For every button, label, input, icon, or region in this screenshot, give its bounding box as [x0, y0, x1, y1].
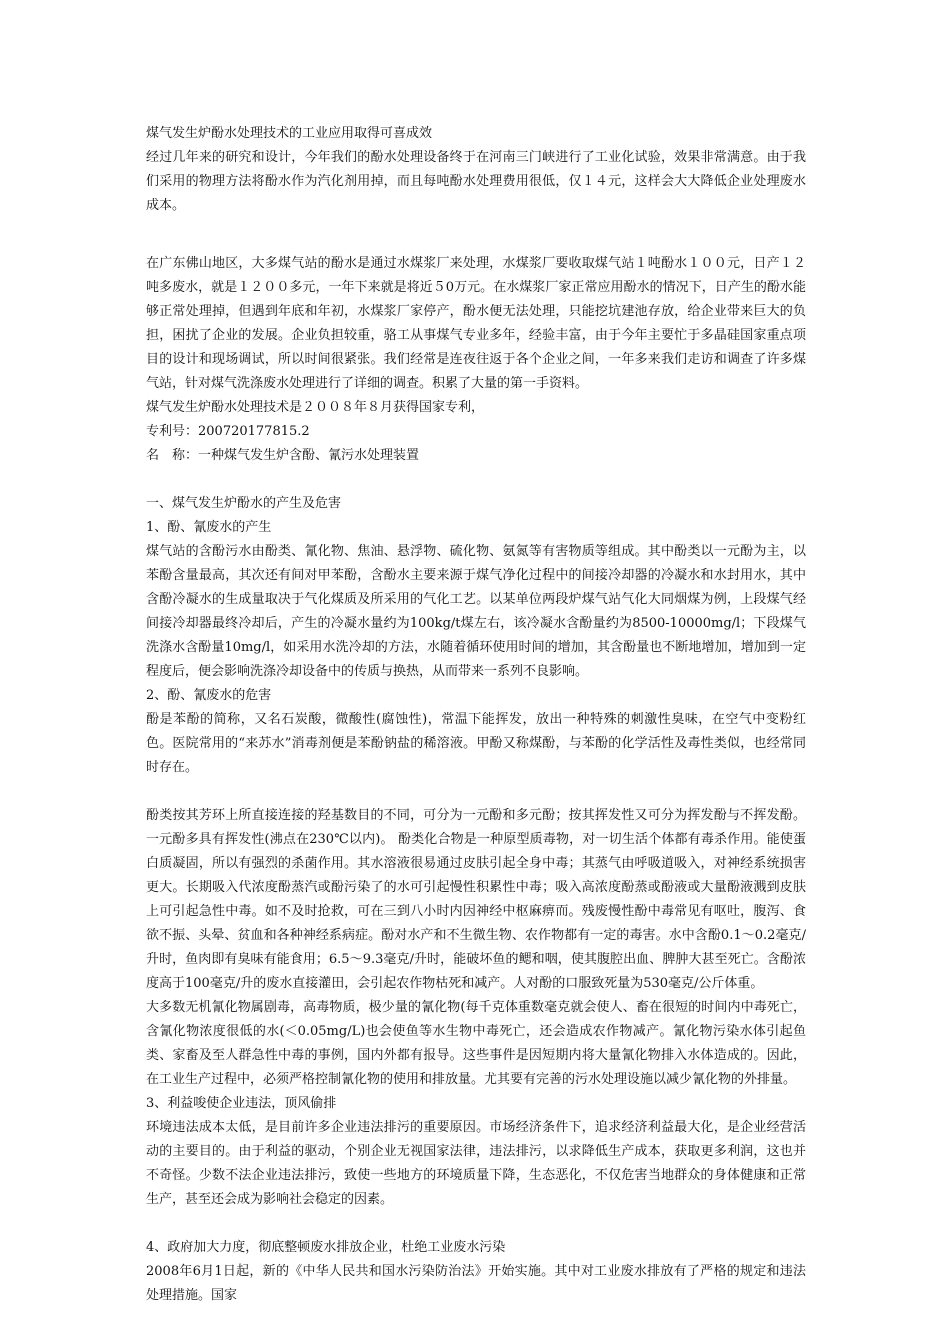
section-heading-1: 一、煤气发生炉酚水的产生及危害 [146, 496, 342, 511]
subsection-heading-4: 4、政府加大力度，彻底整顿废水排放企业，杜绝工业废水污染 [146, 1240, 506, 1255]
subsection-heading-3: 3、利益唆使企业违法，顶风偷排 [146, 1096, 337, 1111]
subsection-heading-1: 1、酚、氰废水的产生 [146, 520, 272, 535]
patent-line: 煤气发生炉酚水处理技术是２００８年８月获得国家专利， [146, 400, 485, 415]
cyanide-paragraph: 大多数无机氰化物属剧毒，高毒物质，极少量的氰化物(每千克体重数毫克就会使人、畜在很短的时间内中毒死亡，含氰化物浓度很低的水(＜0.05mg/L)也会使鱼等水生物中毒死亡，还会造成农作物减产。氰化物污染水体引起鱼类、家畜及至人群急性中毒的事例，国内外都有报导。这些事件是因短期内将大量氰化物排入水体造成的。因此，在工业生产过程中，必须严格控制氰化物的使用和排放量。尤其要有完善的污水处理设施以减少氰化物的外排量。 [146, 1000, 806, 1087]
background-paragraph: 在广东佛山地区，大多煤气站的酚水是通过水煤浆厂来处理，水煤浆厂要收取煤气站１吨酚水１００元，日产１２吨多废水，就是１２００多元，一年下来就是将近５0万元。在水煤浆厂家正常应用酚水的情况下，日产生的酚水能够正常处理掉，但遇到年底和年初，水煤浆厂家停产，酚水便无法处理，只能挖坑建池存放，给企业带来巨大的负担，困扰了企业的发展。企业负担较重，骆工从事煤气专业多年，经验丰富，由于今年主要忙于多晶硅国家重点项目的设计和现场调试，所以时间很紧张。我们经常是连夜往返于各个企业之间，一年多来我们走访和调查了许多煤气站，针对煤气洗涤废水处理进行了详细的调查。积累了大量的第一手资料。 [146, 256, 806, 391]
subsection-text-3: 环境违法成本太低，是目前许多企业违法排污的重要原因。市场经济条件下，追求经济利益最大化，是企业经营活动的主要目的。由于利益的驱动，个别企业无视国家法律，违法排污，以求降低生产成本，获取更多利润，这也并不奇怪。少数不法企业违法排污，致使一些地方的环境质量下降，生态恶化，不仅危害当地群众的身体健康和正常生产，甚至还会成为影响社会稳定的因素。 [146, 1120, 806, 1207]
spacer [146, 468, 806, 492]
phenol-paragraph: 酚类按其芳环上所直接连接的羟基数目的不同，可分为一元酚和多元酚；按其挥发性又可分为挥发酚与不挥发酚。一元酚多具有挥发性(沸点在230℃以内)。 酚类化合物是一种原型质毒物，对一切生活个体都有毒杀作用。能使蛋白质凝固，所以有强烈的杀菌作用。其水溶液很易通过皮肤引起全身中毒；其蒸气由呼吸道吸入，对神经系统损害更大。长期吸入代浓度酚蒸汽或酚污染了的水可引起慢性积累性中毒；吸入高浓度酚蒸或酚液或大量酚液溅到皮肤上可引起急性中毒。如不及时抢救，可在三到八小时内因神经中枢麻痹而。残废慢性酚中毒常见有呕吐，腹泻、食欲不振、头晕、贫血和各种神经系病症。酚对水产和不生微生物、农作物都有一定的毒害。水中含酚0.1～0.2毫克/升时，鱼肉即有臭味有能食用；6.5～9.3毫克/升时，能破坏鱼的鳃和咽，使其腹腔出血、脾肿大甚至死亡。含酚浓度高于100毫克/升的废水直接灌田，会引起农作物枯死和减产。人对酚的口服致死量为530毫克/公斤体重。 [146, 808, 806, 991]
subsection-text-2: 酚是苯酚的简称，又名石炭酸，微酸性(腐蚀性)，常温下能挥发，放出一种特殊的刺激性臭味，在空气中变粉红色。医院常用的“来苏水”消毒剂便是苯酚钠盐的稀溶液。甲酚又称煤酚，与苯酚的化学活性及毒性类似，也经常同时存在。 [146, 712, 806, 775]
patent-number: 专利号：200720177815.2 [146, 424, 310, 439]
spacer [146, 1212, 806, 1236]
subsection-text-4: 2008年6月1日起，新的《中华人民共和国水污染防治法》开始实施。其中对工业废水排放有了严格的规定和违法处理措施。国家 [146, 1264, 806, 1303]
subsection-heading-2: 2、酚、氰废水的危害 [146, 688, 272, 703]
subsection-text-1: 煤气站的含酚污水由酚类、氰化物、焦油、悬浮物、硫化物、氨氮等有害物质等组成。其中酚类以一元酚为主，以苯酚含量最高，其次还有间对甲苯酚，含酚水主要来源于煤气净化过程中的间接冷却器的冷凝水和水封用水，其中含酚冷凝水的生成量取决于气化煤质及所采用的气化工艺。以某单位两段炉煤气站气化大同烟煤为例，上段煤气经间接冷却器最终冷却后，产生的冷凝水量约为100kg/t煤左右，该冷凝水含酚量约为8500-10000mg/l；下段煤气洗涤水含酚量10mg/l，如采用水洗冷却的方法，水随着循环使用时间的增加，其含酚量也不断地增加，增加到一定程度后，便会影响洗涤冷却设备中的传质与换热，从而带来一系列不良影响。 [146, 544, 806, 679]
document-page [146, 122, 806, 1308]
spacer [146, 218, 806, 252]
patent-name: 名 称：一种煤气发生炉含酚、氰污水处理装置 [146, 448, 420, 463]
spacer [146, 780, 806, 804]
intro-paragraph: 经过几年来的研究和设计，今年我们的酚水处理设备终于在河南三门峡进行了工业化试验，效果非常满意。由于我们采用的物理方法将酚水作为汽化剂用掉，而且每吨酚水处理费用很低，仅１４元，这样会大大降低企业处理废水成本。 [146, 150, 806, 213]
document-title: 煤气发生炉酚水处理技术的工业应用取得可喜成效 [146, 126, 433, 141]
